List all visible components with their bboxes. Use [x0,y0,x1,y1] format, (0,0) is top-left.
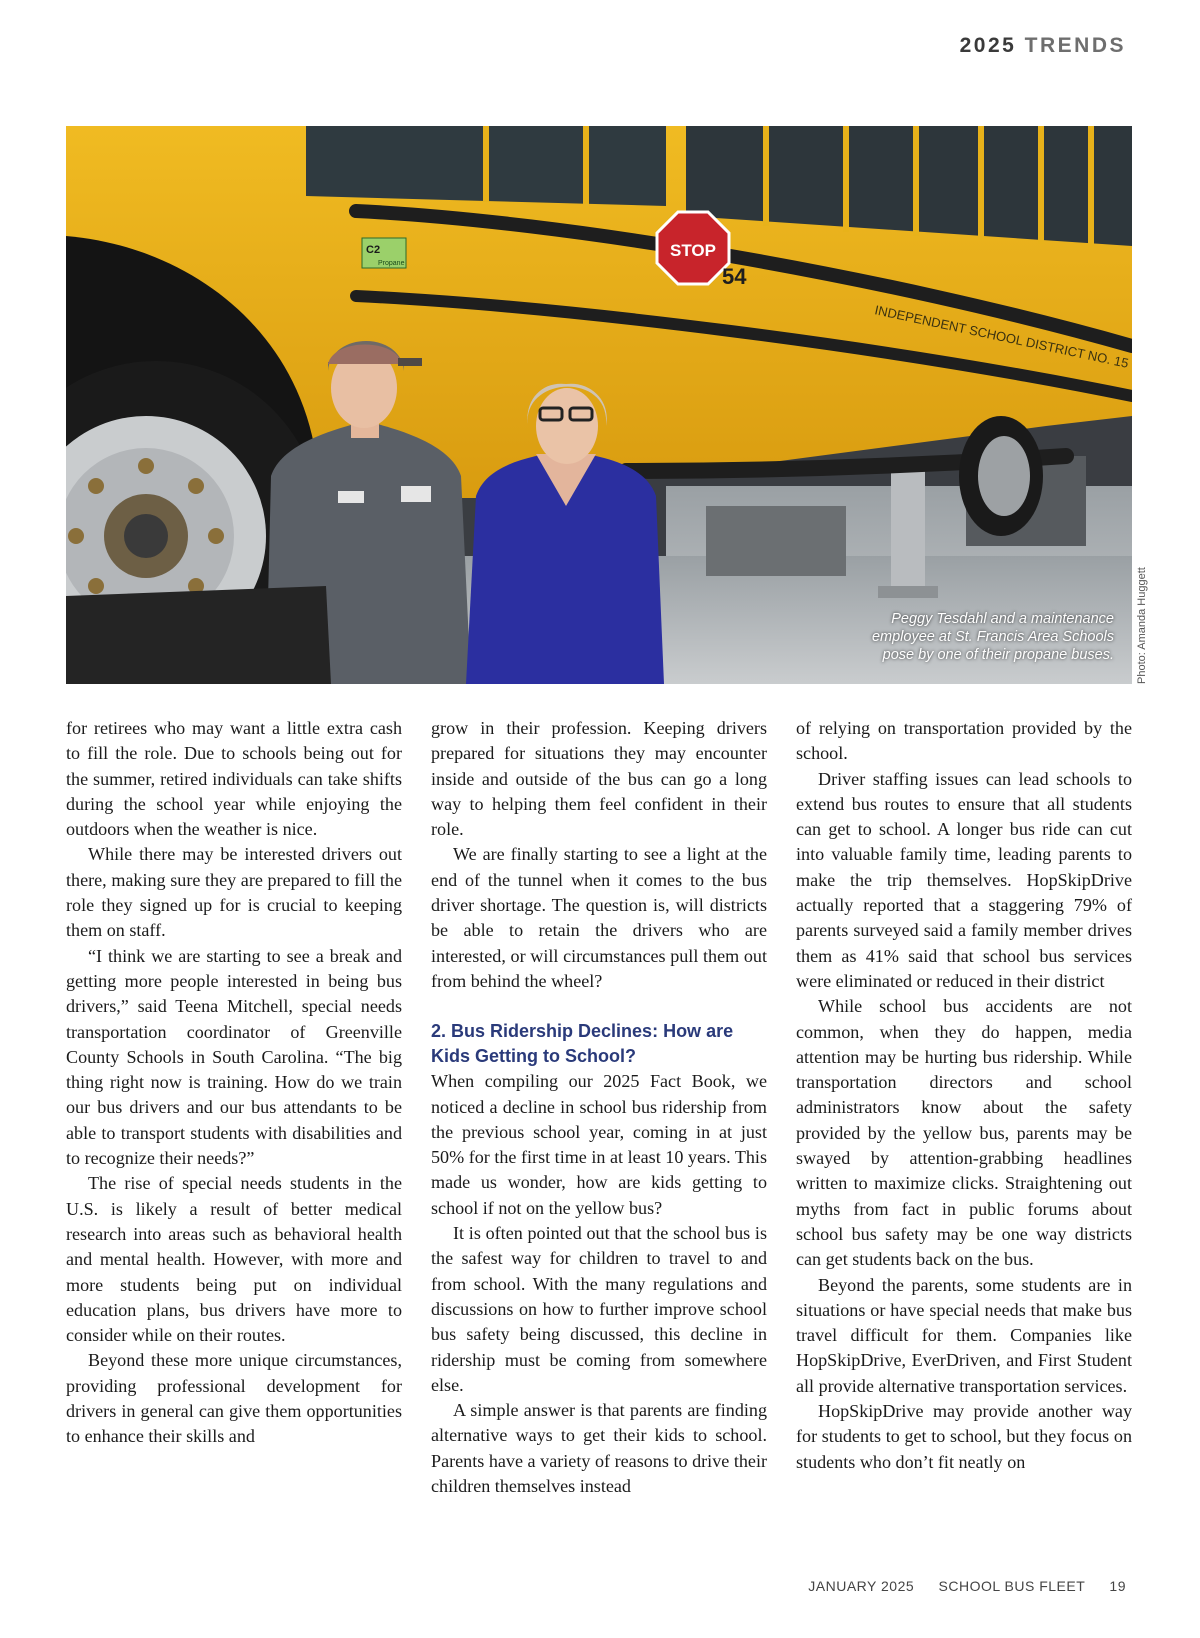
body-paragraph: for retirees who may want a little extra cash to fill the role. Due to schools being out for the summer, retired individuals can take shifts during the school year while enjoying the outdoors when the weather is nice. [66,718,402,840]
body-paragraph: Beyond the parents, some students are in situations or have special needs that make bus travel difficult for them. Companies like HopSkipDrive, EverDriven, and First Student all provide alternative transportation services. [796,1274,1132,1396]
photo-caption [872,610,1114,664]
body-paragraph: While school bus accidents are not common, when they do happen, media attention may be hurting bus ridership. While transportation directors and school administrators know about the safety provided by the yellow bus, parents may be swayed by attention-grabbing headlines written to maximize clicks. Straightening out myths from fact in public forums about school bus safety may be one way districts can get students back on the bus. [796,996,1132,1270]
header-year: 2025 [959,34,1017,57]
body-paragraph: HopSkipDrive may provide another way for students to get to school, but they focus on students who don’t fit neatly on [796,1401,1132,1472]
footer-date: JANUARY 2025 [808,1578,915,1594]
section-header [960,34,1126,58]
body-paragraph: of relying on transportation provided by the school. [796,718,1132,764]
badge-text: C2 [366,244,381,256]
column-3 [796,716,1132,1536]
page-number: 19 [1109,1578,1126,1594]
column-1 [66,716,402,1536]
bus-photo-illustration [66,126,1132,684]
body-paragraph: A simple answer is that parents are finding alternative ways to get their kids to school. Parents have a variety of reasons to drive their children themselves instead [431,1400,767,1497]
stop-sign-text: STOP [670,241,716,260]
body-paragraph: Driver staffing issues can lead schools to extend bus routes to ensure that all students can get to school. A longer bus ride can cut into valuable family time, leading parents to make the trip themselves. HopSkipDrive actually reported that a staggering 79% of parents surveyed said a family member drives them as 41% said that school bus services were eliminated or reduced in their district [796,768,1132,991]
body-paragraph: “I think we are starting to see a break and getting more people interested in being bus drivers,” said Teena Mitchell, special needs transportation coordinator of Greenville County Schools in South Carolina. “The big thing right now is training. How do we train our bus drivers and our bus attendants to be able to transport students with disabilities and to recognize their needs?” [66,945,402,1169]
body-paragraph: While there may be interested drivers out there, making sure they are prepared to fill the role they signed up for is crucial to keeping them on staff. [66,844,402,941]
section-heading: 2. Bus Ridership Declines: How are Kids Getting to School? [431,1021,734,1067]
body-paragraph: Beyond these more unique circumstances, providing professional development for drivers in general can give them opportunities to enhance their skills and [66,1350,402,1447]
caption-line: pose by one of their propane buses. [882,647,1114,663]
caption-line: Peggy Tesdahl and a maintenance [891,611,1114,627]
column-2 [431,716,767,1536]
page-footer [788,1578,1126,1594]
district-text: INDEPENDENT SCHOOL DISTRICT NO. 15 [873,302,1130,371]
body-paragraph: The rise of special needs students in the U.S. is likely a result of better medical research into areas such as behavioral health and mental health. However, with more and more students being put on individual education plans, bus drivers have more to consider while on their routes. [66,1173,402,1346]
badge-sub-text: Propane [378,260,405,267]
photo-credit: Photo: Amanda Huggett [1136,567,1148,684]
header-section: TRENDS [1024,34,1126,57]
caption-line: employee at St. Francis Area Schools [871,629,1114,645]
footer-publication: SCHOOL BUS FLEET [938,1578,1086,1594]
body-paragraph: When compiling our 2025 Fact Book, we noticed a decline in school bus ridership from the previous school year, coming in at just 50% for the first time in at least 10 years. This made us wonder, how are kids getting to school if not on the yellow bus? [431,1071,767,1218]
article-body [66,716,1132,1536]
body-paragraph: grow in their profession. Keeping drivers prepared for situations they may encounter inside and outside of the bus can go a long way to helping them feel confident in their role. [431,718,767,840]
body-paragraph: We are finally starting to see a light at the end of the tunnel when it comes to the bus driver shortage. The question is, will districts be able to retain the drivers who are interested, or will circumstances pull them out from behind the wheel? [431,844,767,991]
body-paragraph: It is often pointed out that the school bus is the safest way for children to travel to and from school. With the many regulations and discussions on how to further improve school bus safety being discussed, this decline in ridership must be coming from somewhere else. [431,1223,767,1395]
bus-number-text: 54 [722,264,747,289]
article-photo [66,126,1132,684]
